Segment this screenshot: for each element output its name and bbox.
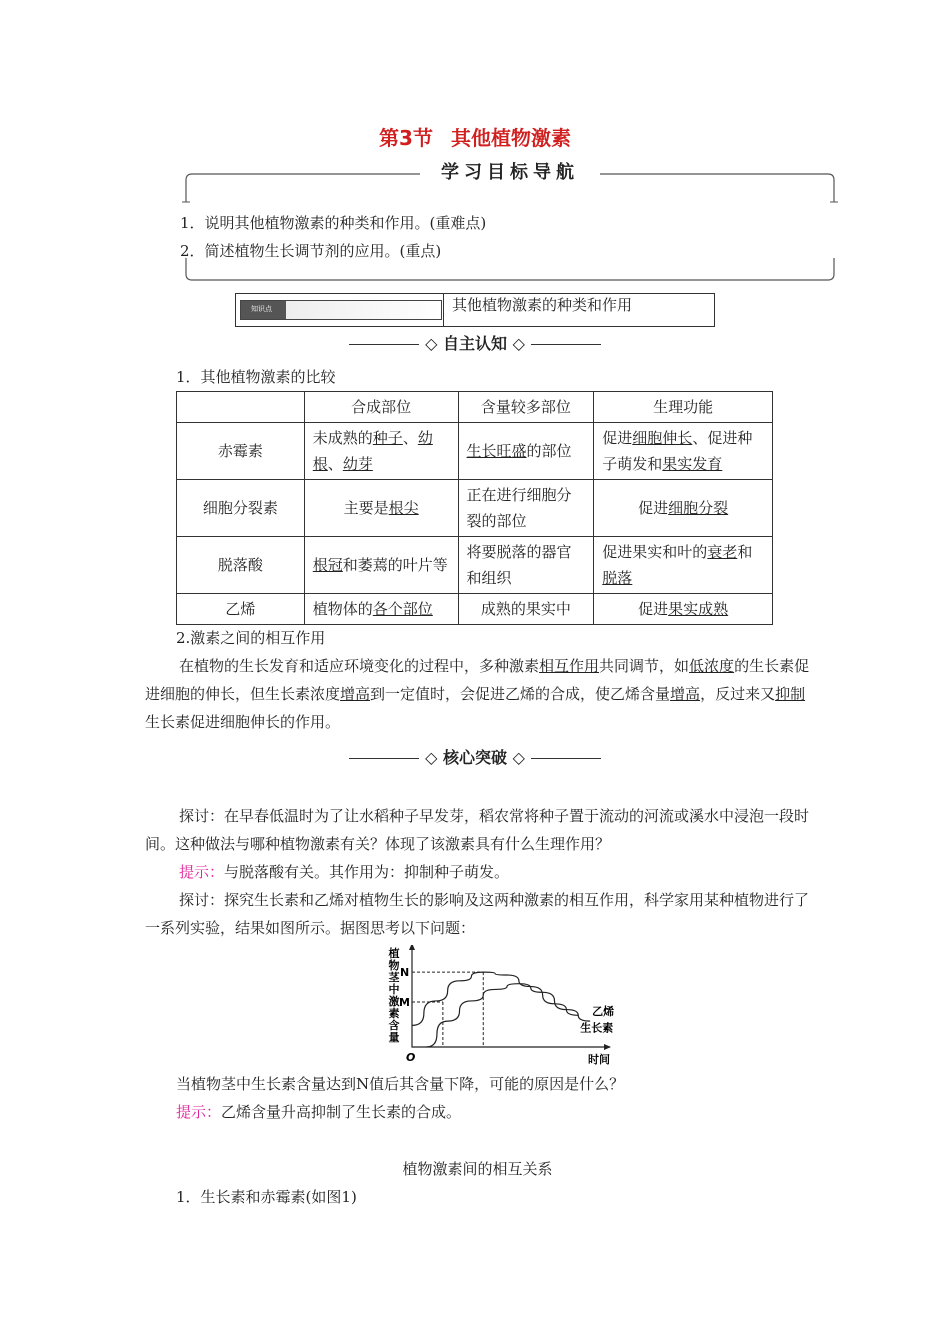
answer-3: 提示：乙烯含量升高抑制了生长素的合成。	[176, 1103, 462, 1121]
goals-heading: 学习目标导航	[420, 158, 600, 184]
knowledge-point-tag: 知识点	[240, 300, 442, 320]
table-cell: 乙烯	[177, 594, 305, 625]
y-axis-label-char: 含	[388, 1019, 400, 1032]
table-cell: 成熟的果实中	[458, 594, 594, 625]
table-cell: 促进果实和叶的衰老和脱落	[594, 537, 773, 594]
table-row	[177, 537, 773, 594]
divider	[443, 293, 444, 327]
table-cell: 未成熟的种子、幼根、幼芽	[304, 423, 458, 480]
y-axis-label-char: 中	[388, 983, 400, 996]
y-axis-label-char: 量	[388, 1031, 400, 1044]
y-tick-label: M	[399, 995, 410, 1009]
question-3: 当植物茎中生长素含量达到N值后其含量下降，可能的原因是什么？	[176, 1075, 625, 1093]
goal-item-2: 2．简述植物生长调节剂的应用。(重点)	[180, 242, 442, 260]
sub-heading-comparison: 1．其他植物激素的比较	[176, 368, 336, 386]
table-row	[177, 594, 773, 625]
goal-item-1: 1．说明其他植物激素的种类和作用。(重难点)	[180, 214, 487, 232]
answer-1: 提示：与脱落酸有关。其作用为：抑制种子萌发。	[179, 863, 510, 881]
series-line-ethylene	[426, 984, 590, 1047]
x-axis-label: 时间	[588, 1053, 610, 1066]
table-cell: 细胞分裂素	[177, 480, 305, 537]
knowledge-point-text: 其他植物激素的种类和作用	[452, 296, 633, 314]
table-header-row	[177, 392, 773, 423]
table-header: 含量较多部位	[458, 392, 594, 423]
page-title	[0, 122, 950, 151]
sub-heading-interaction: 2.激素之间的相互作用	[176, 629, 326, 647]
hormone-table	[176, 391, 773, 625]
table-cell: 促进细胞伸长、促进种子萌发和果实发育	[594, 423, 773, 480]
table-row	[177, 480, 773, 537]
y-axis-label-char: 激	[388, 995, 400, 1008]
table-header: 合成部位	[304, 392, 458, 423]
table-cell: 脱落酸	[177, 537, 305, 594]
table-header	[177, 392, 305, 423]
y-axis-label-char: 素	[388, 1007, 400, 1020]
table-cell: 正在进行细胞分裂的部位	[458, 480, 594, 537]
table-cell: 将要脱落的器官和组织	[458, 537, 594, 594]
y-axis-arrow	[409, 945, 415, 950]
table-cell: 根冠和萎蔫的叶片等	[304, 537, 458, 594]
section-name: 其他植物激素	[450, 126, 571, 150]
series-line-auxin	[412, 972, 578, 1025]
y-axis-label-char: 物	[388, 959, 400, 972]
table-cell: 生长旺盛的部位	[458, 423, 594, 480]
table-row	[177, 423, 773, 480]
table-cell: 促进细胞分裂	[594, 480, 773, 537]
y-axis-label-char: 茎	[388, 971, 400, 984]
section-heading-self-study: ◇ 自主认知 ◇	[0, 331, 950, 354]
subtitle-relations: 植物激素间的相互关系	[402, 1160, 553, 1178]
question-2: 探讨：探究生长素和乙烯对植物生长的影响及这两种激素的相互作用，科学家用某种植物进行了一系列实验，结果如图所示。据图思考以下问题：	[145, 891, 810, 937]
section-heading-core: ◇ 核心突破 ◇	[0, 745, 950, 768]
table-cell: 赤霉素	[177, 423, 305, 480]
question-1: 探讨：在早春低温时为了让水稻种子早发芽，稻农常将种子置于流动的河流或溪水中浸泡一段时间。这种做法与哪种植物激素有关？体现了该激素具有什么生理作用？	[145, 807, 810, 853]
table-cell: 主要是根尖	[304, 480, 458, 537]
table-header: 生理功能	[594, 392, 773, 423]
table-cell: 促进果实成熟	[594, 594, 773, 625]
hormone-chart	[380, 945, 620, 1070]
series-label: 乙烯	[592, 1005, 615, 1019]
origin-label: O	[406, 1051, 416, 1064]
x-axis-arrow	[604, 1044, 611, 1050]
interaction-paragraph: 在植物的生长发育和适应环境变化的过程中，多种激素相互作用共同调节，如低浓度的生长素促进细胞的伸长，但生长素浓度增高到一定值时，会促进乙烯的合成，使乙烯含量增高，反过来又抑制生长素促进细胞伸长的作用。	[145, 657, 810, 731]
series-label: 生长素	[580, 1021, 614, 1035]
section-number: 第3节	[379, 126, 433, 150]
y-tick-label: N	[400, 966, 410, 980]
item-auxin-gibberellin: 1．生长素和赤霉素(如图1)	[176, 1188, 357, 1206]
table-cell: 植物体的各个部位	[304, 594, 458, 625]
y-axis-label-char: 植	[388, 947, 400, 960]
